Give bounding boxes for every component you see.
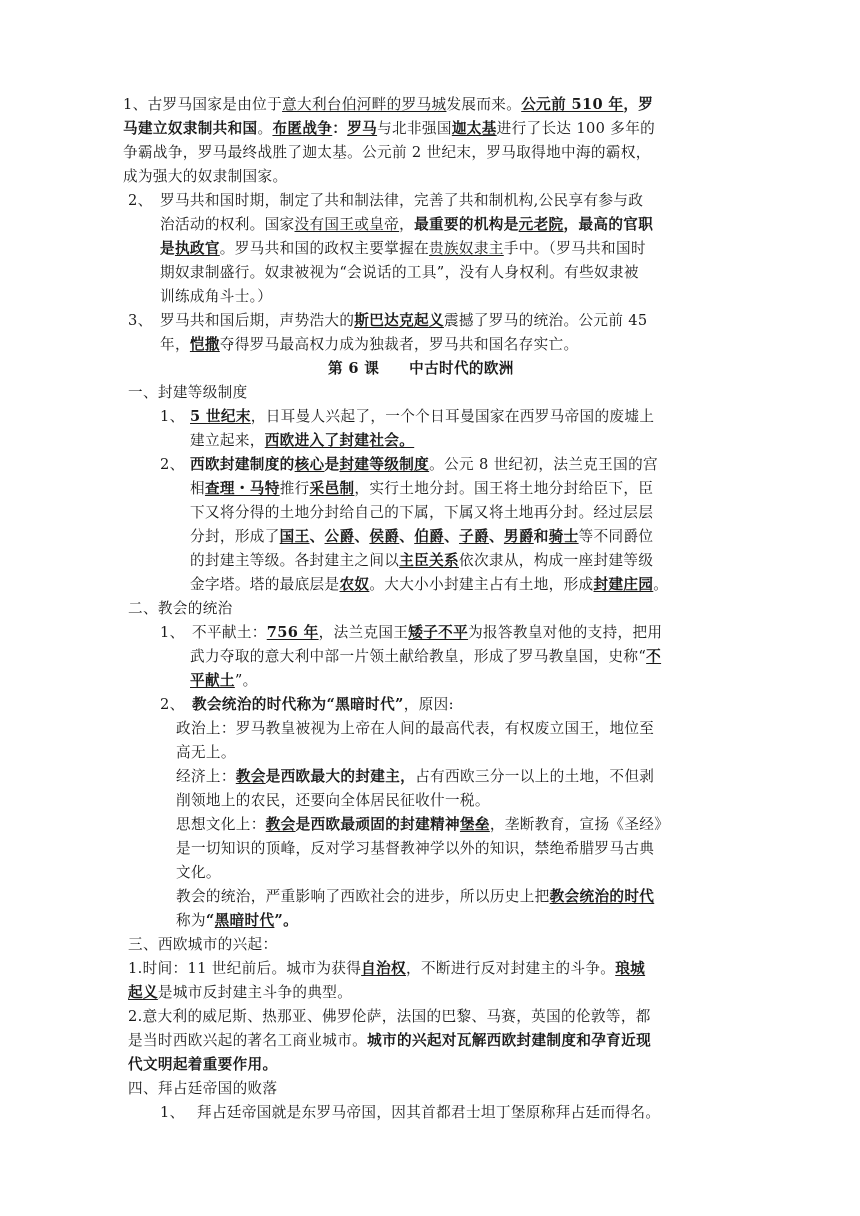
- text-line: [128, 1078, 277, 1100]
- text-segment: 骑士: [548, 528, 579, 545]
- text-segment: 争霸战争，罗马最终战胜了迦太基。公元前 2 世纪末，罗马取得地中海的霸权，: [123, 144, 651, 161]
- text-segment: 治活动的权利。国家: [160, 216, 295, 233]
- text-line: [192, 622, 662, 644]
- text-segment: 是: [160, 240, 175, 257]
- text-segment: 年，: [160, 336, 190, 353]
- text-segment: 起义: [128, 984, 158, 1001]
- text-segment: 2、: [128, 192, 153, 209]
- text-line: [176, 742, 236, 764]
- text-segment: 查理・马特: [204, 480, 280, 497]
- text-line: [328, 358, 514, 380]
- text-line: [160, 190, 643, 212]
- text-segment: 罗马: [347, 120, 378, 137]
- text-segment: 是一切知识的顶峰，反对学习基督教神学以外的知识，禁绝希腊罗马古典: [176, 840, 655, 857]
- text-segment: ”。: [274, 912, 299, 929]
- text-segment: 756 年: [266, 624, 319, 641]
- text-line: [197, 1102, 660, 1124]
- text-segment: 。罗马共和国的政权主要掌握在: [219, 240, 430, 257]
- text-segment: 进行了长达 100 多年的: [496, 120, 656, 137]
- text-segment: “: [205, 912, 215, 929]
- text-segment: 主臣关系: [399, 552, 459, 569]
- text-line: [160, 262, 639, 284]
- text-line: [160, 238, 646, 260]
- text-segment: 公爵: [324, 528, 355, 545]
- text-segment: 教会的统治，严重影响了西欧社会的进步，所以历史上把: [176, 888, 550, 905]
- text-segment: 是西欧最大的封建主，: [265, 768, 416, 785]
- text-segment: 堡垒: [459, 816, 490, 833]
- text-line: [190, 454, 658, 476]
- text-segment: 发展而来。: [446, 96, 522, 113]
- text-segment: 教会: [235, 768, 266, 785]
- text-segment: 武力夺取的意大利中部一片领土献给教皇，形成了罗马教皇国，史称“: [190, 648, 647, 665]
- text-line: [190, 406, 654, 428]
- text-segment: 削领地上的农民，还要向全体居民征收什一税。: [176, 792, 490, 809]
- text-line: [160, 454, 185, 476]
- text-segment: 罗马共和国时期，制定了共和制法律，完善了共和制机构,公民享有参与政: [160, 192, 644, 209]
- text-segment: 斯巴达克起义: [354, 312, 444, 329]
- text-line: [128, 934, 277, 956]
- text-segment: 推行: [279, 480, 310, 497]
- text-segment: 男爵: [503, 528, 534, 545]
- text-line: [176, 886, 654, 908]
- text-segment: 等不同爵位: [578, 528, 654, 545]
- text-segment: 手中。（罗马共和国时: [503, 240, 646, 257]
- text-segment: 封建庄园: [593, 576, 654, 593]
- text-line: [190, 550, 653, 572]
- text-segment: 三、西欧城市的兴起：: [128, 936, 278, 953]
- text-segment: 5 世纪末: [190, 408, 251, 425]
- text-segment: 2、: [160, 456, 185, 473]
- text-segment: 代文明起着重要作用。: [128, 1056, 278, 1073]
- text-segment: 震撼了罗马的统治。公元前 45: [443, 312, 648, 329]
- text-segment: 黑暗时代: [214, 912, 275, 929]
- text-line: [176, 718, 654, 740]
- text-segment: ，罗: [623, 96, 654, 113]
- text-segment: 1、: [160, 1104, 185, 1121]
- text-segment: 第 6 课 中古时代的欧洲: [328, 360, 514, 377]
- text-segment: 农奴: [339, 576, 370, 593]
- text-segment: 国王: [279, 528, 310, 545]
- text-segment: 的封建主等级。各封建主之间以: [190, 552, 400, 569]
- text-line: [176, 862, 221, 884]
- text-line: [160, 334, 578, 356]
- text-segment: 公元前 510 年: [521, 96, 624, 113]
- text-line: [190, 430, 414, 452]
- text-line: [128, 598, 233, 620]
- text-line: [190, 478, 653, 500]
- text-segment: 建立起来，: [190, 432, 265, 449]
- text-segment: 教会: [265, 816, 296, 833]
- text-segment: 2.意大利的威尼斯、热那亚、佛罗伦萨，法国的巴黎、马赛，英国的伦敦等，都: [128, 1008, 651, 1025]
- text-segment: 金字塔。塔的最底层是: [190, 576, 340, 593]
- text-segment: ，: [399, 216, 415, 233]
- text-segment: 夺得罗马最高权力成为独裁者，罗马共和国名存实亡。: [219, 336, 579, 353]
- text-segment: 伯爵: [414, 528, 445, 545]
- text-line: [123, 166, 287, 188]
- text-segment: 高无上。: [176, 744, 236, 761]
- text-segment: 是: [324, 456, 340, 473]
- text-line: [160, 694, 185, 716]
- text-line: [128, 382, 248, 404]
- text-segment: 是当时西欧兴起的著名工商业城市。: [128, 1032, 368, 1049]
- text-segment: 恺撒: [189, 336, 220, 353]
- text-line: [128, 190, 153, 212]
- text-segment: 是城市反封建主斗争的典型。: [157, 984, 353, 1001]
- text-segment: 经济上：: [176, 768, 236, 785]
- text-line: [176, 814, 669, 836]
- text-segment: 1、古罗马国家是由位于: [123, 96, 283, 113]
- text-segment: 教会统治的时代: [549, 888, 655, 905]
- text-line: [128, 1030, 651, 1052]
- text-segment: 二、教会的统治: [128, 600, 233, 617]
- text-segment: 没有国王或皇帝: [294, 216, 400, 233]
- text-segment: 罗马共和国后期，声势浩大的: [160, 312, 355, 329]
- text-segment: 马建立奴隶制共和国: [123, 120, 258, 137]
- text-segment: 封建等级制度: [339, 456, 430, 473]
- text-line: [123, 94, 653, 116]
- text-segment: 一、封建等级制度: [128, 384, 248, 401]
- text-segment: 。公元 8 世纪初，法兰克王国的宫: [429, 456, 658, 473]
- text-segment: 思想文化上：: [176, 816, 266, 833]
- text-segment: 拜占廷帝国就是东罗马帝国，因其首都君士坦丁堡原称拜占廷而得名。: [197, 1104, 661, 1121]
- text-line: [128, 1054, 277, 1076]
- text-segment: 依次隶从，构成一座封建等级: [459, 552, 654, 569]
- text-segment: 不: [646, 648, 662, 665]
- text-segment: 占有西欧三分一以上的土地，不但剥: [415, 768, 655, 785]
- text-segment: 采邑制: [309, 480, 355, 497]
- text-line: [160, 310, 648, 332]
- text-segment: ，垄断教育，宣扬《圣经》: [489, 816, 670, 833]
- text-line: [128, 1006, 651, 1028]
- text-segment: 、: [488, 528, 504, 545]
- text-line: [190, 526, 653, 548]
- text-segment: 3、: [128, 312, 153, 329]
- text-segment: 、: [399, 528, 415, 545]
- text-segment: 西欧进入了封建社会。: [264, 432, 415, 449]
- text-segment: ”。: [234, 672, 258, 689]
- text-segment: 是西欧最顽固的封建精神: [295, 816, 460, 833]
- text-segment: 2、: [160, 696, 185, 713]
- text-segment: 分封，形成了: [190, 528, 280, 545]
- text-segment: 平献土: [190, 672, 235, 689]
- text-segment: 不平献土：: [192, 624, 267, 641]
- text-line: [123, 118, 655, 140]
- text-segment: 下又将分得的土地分封给自己的下属，下属又将土地再分封。经过层层: [190, 504, 654, 521]
- text-segment: 1.时间：11 世纪前后。城市为获得: [128, 960, 362, 977]
- text-segment: 相: [190, 480, 205, 497]
- text-segment: 西欧封建制度的: [190, 456, 295, 473]
- text-line: [176, 910, 298, 932]
- text-segment: 成为强大的奴隶制国家。: [123, 168, 288, 185]
- text-line: [160, 214, 653, 236]
- text-segment: 四、拜占廷帝国的败落: [128, 1080, 278, 1097]
- text-line: [190, 670, 258, 692]
- text-line: [176, 790, 490, 812]
- text-line: [190, 574, 668, 596]
- text-line: [190, 502, 653, 524]
- text-segment: 意大利台伯河畔的罗马城: [282, 96, 447, 113]
- text-segment: 元老院: [518, 216, 564, 233]
- text-line: [160, 286, 272, 308]
- text-line: [128, 982, 352, 1004]
- text-segment: 。: [653, 576, 669, 593]
- text-segment: 。: [257, 120, 273, 137]
- text-segment: 执政官: [174, 240, 220, 257]
- text-line: [160, 622, 185, 644]
- text-segment: 布匿战争: [272, 120, 333, 137]
- text-segment: 、: [309, 528, 325, 545]
- text-segment: 、: [444, 528, 460, 545]
- text-segment: ，实行土地分封。国王将土地分封给臣下，臣: [354, 480, 654, 497]
- text-segment: ：: [332, 120, 348, 137]
- text-segment: 核心: [294, 456, 325, 473]
- text-segment: ，原因:: [403, 696, 454, 713]
- text-segment: 。大大小小封建主占有土地，形成: [369, 576, 594, 593]
- text-segment: 教会统治的时代称为“黑暗时代”: [192, 696, 404, 713]
- text-segment: ，法兰克国王: [318, 624, 409, 641]
- text-segment: 政治上：罗马教皇被视为上帝在人间的最高代表，有权废立国王，地位至: [176, 720, 655, 737]
- text-line: [128, 958, 645, 980]
- text-segment: ，最高的官职: [563, 216, 654, 233]
- text-line: [192, 694, 454, 716]
- text-segment: 子爵: [459, 528, 489, 545]
- text-segment: 贵族奴隶主: [429, 240, 504, 257]
- text-segment: 期奴隶制盛行。奴隶被视为“会说话的工具”，没有人身权利。有些奴隶被: [160, 264, 639, 281]
- text-line: [176, 766, 654, 788]
- text-segment: 称为: [176, 912, 206, 929]
- text-line: [160, 1102, 185, 1124]
- text-line: [123, 142, 651, 164]
- text-segment: 最重要的机构是: [414, 216, 519, 233]
- text-segment: 琅城: [615, 960, 646, 977]
- text-segment: 1、: [160, 624, 185, 641]
- text-segment: 和: [533, 528, 549, 545]
- text-segment: 文化。: [176, 864, 221, 881]
- text-segment: 侯爵: [369, 528, 400, 545]
- text-segment: 城市的兴起对瓦解西欧封建制度和孕育近现: [367, 1032, 652, 1049]
- text-line: [190, 646, 661, 668]
- text-line: [160, 406, 185, 428]
- text-segment: 矮子不平: [408, 624, 469, 641]
- text-line: [128, 310, 153, 332]
- text-segment: 1、: [160, 408, 185, 425]
- text-segment: 训练成角斗士。）: [160, 288, 273, 305]
- text-segment: ，不断进行反对封建主的斗争。: [406, 960, 616, 977]
- text-segment: 为报答教皇对他的支持，把用: [468, 624, 663, 641]
- text-segment: 与北非强国: [377, 120, 452, 137]
- text-segment: 、: [354, 528, 370, 545]
- text-line: [176, 838, 654, 860]
- text-segment: 自治权: [361, 960, 406, 977]
- text-segment: ，日耳曼人兴起了，一个个日耳曼国家在西罗马帝国的废墟上: [250, 408, 655, 425]
- text-segment: 迦太基: [451, 120, 497, 137]
